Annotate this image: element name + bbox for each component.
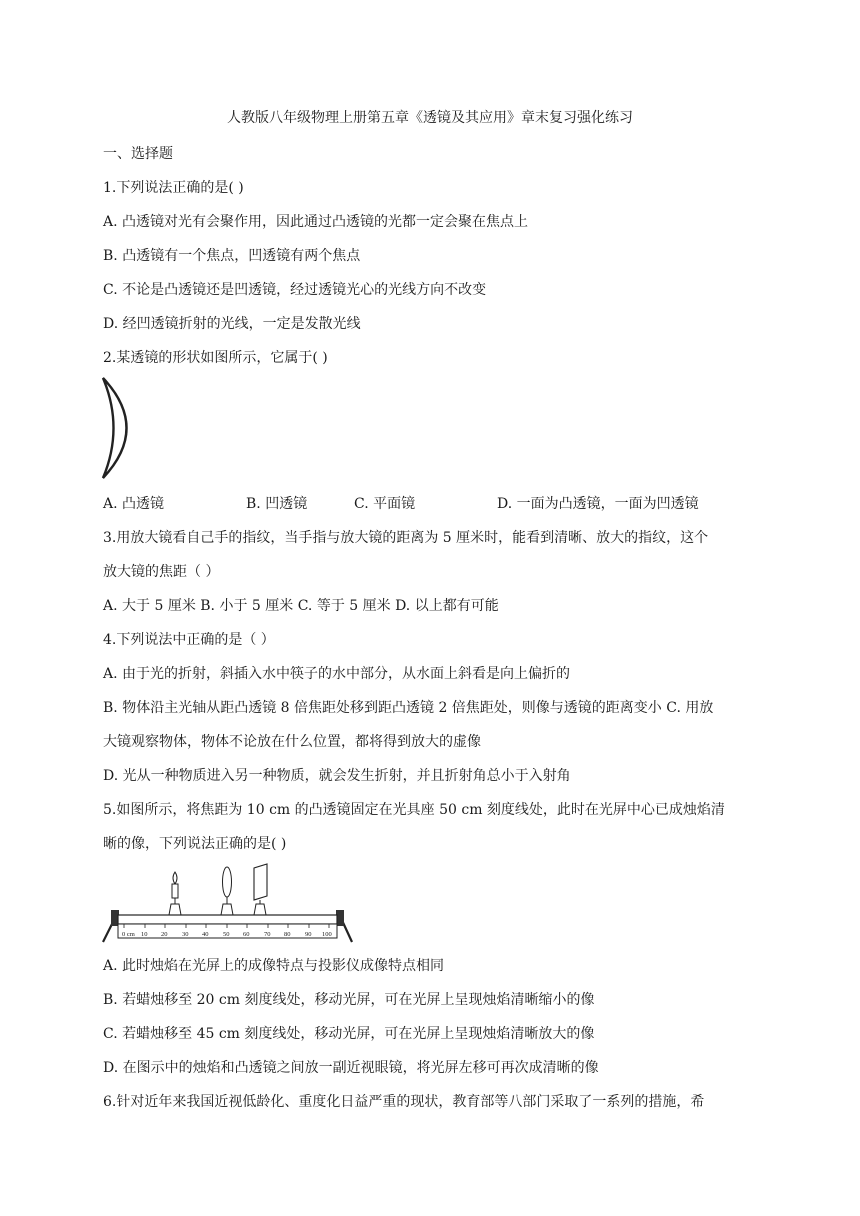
- convex-lens: [221, 867, 233, 915]
- q1-option-d: D. 经凹透镜折射的光线，一定是发散光线: [103, 316, 361, 332]
- q3-stem-line1: 3.用放大镜看自己手的指纹，当手指与放大镜的距离为 5 厘米时，能看到清晰、放大的指纹，这个: [103, 530, 709, 546]
- scale-label-90: 90: [305, 931, 312, 938]
- q1-option-c: C. 不论是凸透镜还是凹透镜，经过透镜光心的光线方向不改变: [103, 282, 487, 298]
- q1-option-b: B. 凸透镜有一个焦点，凹透镜有两个焦点: [103, 248, 361, 264]
- scale-label-100: 100: [322, 931, 332, 938]
- q5-option-a: A. 此时烛焰在光屏上的成像特点与投影仪成像特点相同: [103, 958, 445, 974]
- q5-option-b: B. 若蜡烛移至 20 cm 刻度线处，移动光屏，可在光屏上呈现烛焰清晰缩小的像: [103, 992, 595, 1008]
- q4-option-a: A. 由于光的折射，斜插入水中筷子的水中部分，从水面上斜看是向上偏折的: [103, 666, 571, 682]
- q5-option-d: D. 在图示中的烛焰和凸透镜之间放一副近视眼镜，将光屏左移可再次成清晰的像: [103, 1060, 599, 1076]
- q2-option-d: D. 一面为凸透镜，一面为凹透镜: [497, 496, 699, 512]
- q4-stem: 4.下列说法中正确的是（ ）: [103, 632, 275, 648]
- scale-label-70: 70: [264, 931, 271, 938]
- scale-label-20: 20: [161, 931, 168, 938]
- q6-stem-line1: 6.针对近年来我国近视低龄化、重度化日益严重的现状，教育部等八部门采取了一系列的措施，希: [103, 1094, 705, 1110]
- q1-option-a: A. 凸透镜对光有会聚作用，因此通过凸透镜的光都一定会聚在焦点上: [103, 214, 529, 230]
- q3-options: A. 大于 5 厘米 B. 小于 5 厘米 C. 等于 5 厘米 D. 以上都有可能: [103, 598, 499, 614]
- light-screen: [254, 864, 267, 915]
- q3-stem-line2: 放大镜的焦距（ ）: [103, 564, 220, 580]
- candle: [169, 872, 181, 915]
- scale-label-80: 80: [284, 931, 291, 938]
- q1-stem: 1.下列说法正确的是( ): [103, 180, 244, 196]
- q2-option-c: C. 平面镜: [354, 496, 416, 512]
- section-heading: 一、选择题: [103, 146, 173, 162]
- q2-stem: 2.某透镜的形状如图所示，它属于( ): [103, 350, 328, 366]
- q4-option-b-line1: B. 物体沿主光轴从距凸透镜 8 倍焦距处移到距凸透镜 2 倍焦距处，则像与透镜的距离变小 C. 用放: [103, 700, 714, 716]
- q4-option-b-line2: 大镜观察物体，物体不论放在什么位置，都将得到放大的虚像: [103, 734, 481, 750]
- concave-lens-figure: [100, 376, 144, 480]
- q4-option-d: D. 光从一种物质进入另一种物质，就会发生折射，并且折射角总小于入射角: [103, 768, 571, 784]
- scale-label-60: 60: [243, 931, 250, 938]
- q5-stem-line2: 晰的像，下列说法正确的是( ): [103, 836, 287, 852]
- scale-label-40: 40: [202, 931, 209, 938]
- q2-option-a: A. 凸透镜: [103, 496, 165, 512]
- scale-label-50: 50: [223, 931, 230, 938]
- page-title: 人教版八年级物理上册第五章《透镜及其应用》章末复习强化练习: [227, 110, 633, 126]
- q5-option-c: C. 若蜡烛移至 45 cm 刻度线处，移动光屏，可在光屏上呈现烛焰清晰放大的像: [103, 1026, 595, 1042]
- q5-stem-line1: 5.如图所示，将焦距为 10 cm 的凸透镜固定在光具座 50 cm 刻度线处，此时在光屏中心已成烛焰清: [103, 802, 725, 818]
- q2-option-b: B. 凹透镜: [246, 496, 308, 512]
- scale-label-10: 10: [141, 931, 148, 938]
- scale-label-30: 30: [182, 931, 189, 938]
- optical-bench-figure: [100, 862, 356, 944]
- scale-label-0: 0 cm: [122, 931, 135, 938]
